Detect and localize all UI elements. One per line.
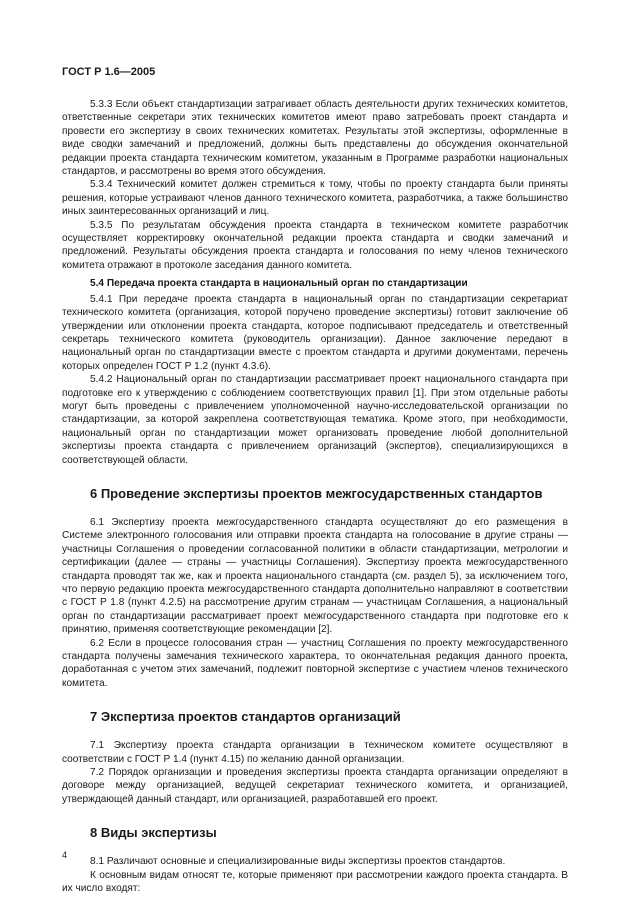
clause-8-1: 8.1 Различают основные и специализированные виды экспертизы проектов стандартов. xyxy=(90,856,506,868)
section-heading-8: 8 Виды экспертизы xyxy=(90,825,217,841)
document-body xyxy=(62,98,568,896)
clause-5-3-3: 5.3.3 Если объект стандартизации затрагивает область деятельности других технических комитетов, ответственные секретари этих технических комитетов имеют право затребовать проект стандарта и провести его экспертизу в своих технических комитетах. Результаты этой экспертизы, оформленные в виде сводки замечаний и предложений, должны быть представлены до обсуждения окончательной редакции проекта стандарта техническим комитетом, указанным в Программе разработки национальных стандартов, и рассмотрены во время этого обсуждения. xyxy=(62,99,568,178)
subsection-heading-5-4: 5.4 Передача проекта стандарта в национальный орган по стандартизации xyxy=(90,278,468,290)
clause-5-4-2: 5.4.2 Национальный орган по стандартизации рассматривает проект национального стандарта при подготовке его к утверждению с соблюдением соответствующих правил [1]. При этом отдельные работы могут быть проведены с привлечением уполномоченной научно-исследовательской организации по стандартизации, за которой закреплена соответствующая тематика. Кроме этого, при необходимости, национальный орган по стандартизации может организовать проведение любой дополнительной экспертизы проекта стандарта с привлечением организаций (экспертов), специализирующихся в соответствующей области. xyxy=(62,374,568,466)
document-code-header: ГОСТ Р 1.6—2005 xyxy=(62,66,156,78)
clause-7-2: 7.2 Порядок организации и проведения экспертизы проекта стандарта организации определяют в договоре между организацией, ведущей секретариат технического комитета, и организацией, утверждающей данный стандарт, или организацией, разработавшей его проект. xyxy=(62,767,568,805)
clause-6-2: 6.2 Если в процессе голосования стран — участниц Соглашения по проекту межгосударственного стандарта получены замечания технического характера, то окончательная редакция данного проекта, доработанная с учетом этих замечаний, подлежит повторной экспертизе с участием членов технического комитета. xyxy=(62,637,568,689)
clause-6-1: 6.1 Экспертизу проекта межгосударственного стандарта осуществляют до его размещения в Системе электронного голосования или отправки проекта стандарта на голосование в другие страны — участницы Соглашения о проведении согласованной политики в области стандартизации, метрологии и сертификации (далее — страны — участницы Соглашения). Экспертизу проекта межгосударственного стандарта проводят так же, как и проекта национального стандарта (см. раздел 5), за исключением того, что первую редакцию проекта межгосударственного стандарта дополнительно направляют в соответствии с ГОСТ Р 1.8 (пункт 4.2.5) на рассмотрение другим странам — участницам Соглашения, а национальный орган по стандартизации рассматривает проект межгосударственного стандарта при подготовке его к принятию, применяя соответствующие рекомендации [2]. xyxy=(62,516,568,636)
clause-5-4-1: 5.4.1 При передаче проекта стандарта в национальный орган по стандартизации секретариат технического комитета (организация, которой поручено проведение экспертизы) готовит заключение об утверждении или отклонении проекта стандарта, которое подписывают председатель и ответственный секретарь технического комитета (руководитель организации). Данное заключение передают в национальный орган по стандартизации вместе с проектом стандарта и другими документами, перечень которых определен ГОСТ Р 1.2 (пункт 4.3.6). xyxy=(62,293,568,372)
clause-7-1: 7.1 Экспертизу проекта стандарта организации в техническом комитете осуществляют в соответствии с ГОСТ Р 1.4 (пункт 4.15) по желанию данной организации. xyxy=(62,740,568,765)
section-heading-6: 6 Проведение экспертизы проектов межгосударственных стандартов xyxy=(90,485,543,501)
clause-5-3-4: 5.3.4 Технический комитет должен стремиться к тому, чтобы по проекту стандарта были приняты решения, которые устраивают членов данного технического комитета, разработчика, а также большинство иных заинтересованных организаций и лиц. xyxy=(62,179,568,218)
clause-8-1-continued: К основным видам относят те, которые применяют при рассмотрении каждого проекта стандарта. В их число входят: xyxy=(62,869,568,895)
clause-5-3-5: 5.3.5 По результатам обсуждения проекта стандарта в техническом комитете разработчик осуществляет корректировку окончательной редакции проекта стандарта и сводки замечаний и предложений. Результаты обсуждения проекта стандарта и голосования по нему членов технического комитета отражают в протоколе заседания данного комитета. xyxy=(62,219,568,271)
section-heading-7: 7 Экспертиза проектов стандартов организаций xyxy=(90,709,401,725)
page-number: 4 xyxy=(62,850,68,860)
